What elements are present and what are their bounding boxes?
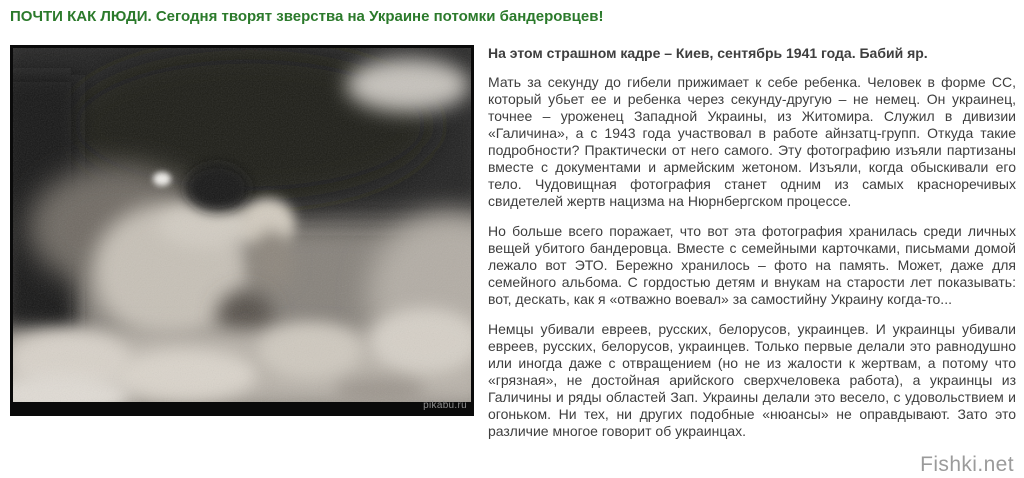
photo-image: [10, 45, 474, 416]
article-paragraph: Но больше всего поражает, что вот эта фотография хранилась среди личных вещей убитого бандеровца. Вместе с семейными карточками, письмами домой лежало вот ЭТО. Бережно хранилось – фото на память. Может, даже для семейного альбома. С гордостью детям и внукам на старости лет показывать: вот, дескать, как я «отважно воевал» за самостийну Украину когда-то...: [488, 223, 1016, 307]
article-paragraph: Мать за секунду до гибели прижимает к себе ребенка. Человек в форме СС, который убьет ее и ребенка через секунду-другую – не немец. Он украинец, точнее – уроженец Западной Украины, из Житомира. Служил в дивизии «Галичина», а с 1943 года участвовал в работе айнзатц-групп. Откуда такие подробности? Практически от него самого. Эту фотографию изъяли партизаны вместе с документами и армейским жетоном. Изъяли, когда обыскивали его тело. Чудовищная фотография станет одним из самых красноречивых свидетелей жертв нацизма на Нюрнбергском процессе.: [488, 74, 1016, 209]
article-paragraph: Немцы убивали евреев, русских, белорусов, украинцев. И украинцы убивали евреев, русских, белорусов, украинцев. Только первые делали это равнодушно или иногда даже с отвращением (но не из жалости к жертвам, а потому что «грязная», не достойная арийского сверхчеловека работа), а украинцы из Галичины и ряды областей Зап. Украины делали это весело, с удовольствием и огоньком. Ни тех, ни других подобные «нюансы» не оправдывают. Зато это различие многое говорит об украинцах.: [488, 321, 1016, 439]
site-logo: Fishki.net: [920, 453, 1014, 476]
photo: [10, 45, 474, 416]
article-lead: На этом страшном кадре – Киев, сентябрь 1941 года. Бабий яр.: [488, 45, 928, 61]
photo-watermark: pikabu.ru: [423, 400, 467, 411]
article-body: [8, 45, 1016, 440]
post-title: ПОЧТИ КАК ЛЮДИ. Сегодня творят зверства на Украине потомки бандеровцев!: [10, 8, 604, 25]
